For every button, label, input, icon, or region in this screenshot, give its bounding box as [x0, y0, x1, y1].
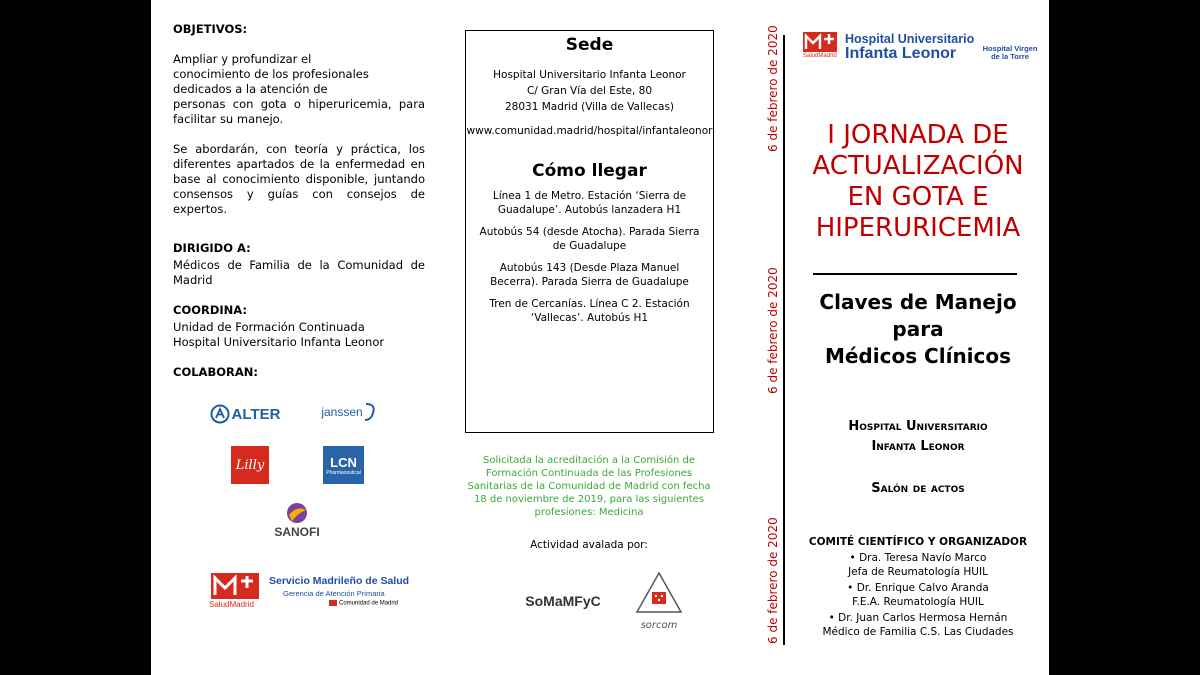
sermas-subtitle: Gerencia de Atención Primaria: [283, 589, 385, 598]
comite-line: • Dra. Teresa Navío Marco: [849, 552, 987, 564]
sanofi-logo: [267, 498, 327, 542]
sede-box: [465, 30, 714, 433]
comite-line: • Dr. Enrique Calvo Aranda: [847, 582, 989, 594]
janssen-text: janssen: [321, 405, 363, 419]
somamfyc-text: SoMaMFyC: [525, 593, 601, 609]
coordina-line: Hospital Universitario Infanta Leonor: [173, 335, 385, 349]
venue-line: Hospital Universitario: [848, 419, 988, 434]
comite-section: [791, 535, 1045, 639]
colaboran-heading: COLABORAN:: [173, 365, 258, 379]
como-item: Autobús 143 (Desde Plaza Manuel Becerra). Parada Sierra de Guadalupe: [490, 262, 689, 288]
event-title-line: I JORNADA DE: [827, 120, 1009, 150]
venue-room: Salón de actos: [871, 481, 965, 496]
comite-line: • Dr. Juan Carlos Hermosa Hernán: [828, 612, 1008, 624]
sermas-logo: [209, 573, 421, 611]
lcn-text: LCN: [330, 454, 357, 470]
como-item: Autobús 54 (desde Atocha). Parada Sierra de Guadalupe: [479, 226, 700, 252]
dirigido-text: Médicos de Familia de la Comunidad de Madrid: [173, 258, 425, 287]
lilly-text: Lilly: [235, 457, 265, 473]
left-column: [173, 22, 425, 380]
comite-heading: COMITÉ CIENTÍFICO Y ORGANIZADOR: [808, 536, 1028, 548]
event-title-line: ACTUALIZACIÓN: [812, 151, 1024, 181]
sermas-comunidad: [329, 600, 398, 607]
sanofi-bird-icon: [284, 501, 310, 525]
alter-text: ALTER: [231, 405, 281, 423]
janssen-mark-icon: [363, 401, 377, 423]
sanofi-text: SANOFI: [274, 525, 320, 539]
venue-hospital: [791, 417, 1045, 457]
subtitle-line: para: [892, 317, 944, 341]
spine-date-bottom: 6 de febrero de 2020: [766, 517, 780, 644]
hospital-logo-line1: Hospital Universitario: [845, 32, 975, 46]
objetivos-heading: OBJETIVOS:: [173, 22, 248, 36]
comite-line: F.E.A. Reumatología HUIL: [852, 596, 984, 608]
hospital-virgen-text: Hospital Virgen de la Torre: [982, 44, 1038, 61]
spine-divider: [783, 35, 785, 645]
alter-mark-icon: [210, 404, 230, 424]
event-title-line: HIPERURICEMIA: [815, 213, 1021, 243]
coordina-heading: COORDINA:: [173, 303, 248, 317]
objetivos-line: Ampliar y profundizar el: [173, 52, 312, 66]
saludmadrid-m-icon: [803, 32, 837, 52]
sede-line: C/ Gran Vía del Este, 80: [526, 85, 653, 97]
objetivos-line: dedicados a la atención de: [173, 82, 328, 96]
spine-date-top: 6 de febrero de 2020: [766, 25, 780, 152]
como-llegar-heading: Cómo llegar: [532, 161, 647, 181]
hospital-logo: [803, 32, 1043, 66]
sermas-m-icon: [211, 573, 259, 599]
sermas-saludmadrid-text: SaludMadrid: [209, 600, 254, 609]
venue-line: Infanta Leonor: [871, 439, 965, 454]
sorcom-triangle-icon: [634, 570, 684, 616]
hospital-logo-line2: Infanta Leonor: [845, 45, 957, 62]
comite-line: Jefa de Reumatología HUIL: [848, 566, 988, 578]
subtitle-line: Médicos Clínicos: [824, 344, 1012, 368]
como-item: Línea 1 de Metro. Estación ‘Sierra de Guadalupe’. Autobús lanzadera H1: [492, 190, 687, 216]
subtitle-line: Claves de Manejo: [819, 290, 1017, 314]
cover-column: [791, 0, 1045, 675]
janssen-logo: [318, 400, 380, 424]
objetivos-paragraph: Se abordarán, con teoría y práctica, los diferentes apartados de la enfermedad en base al conocimiento disponible, juntando consensos y guías con consejos de expertos.: [173, 142, 425, 216]
event-title: [791, 120, 1045, 244]
somamfyc-logo: [513, 588, 613, 614]
sermas-title: Servicio Madrileño de Salud: [269, 575, 410, 587]
brochure-page: [151, 0, 1049, 675]
lilly-logo: [231, 446, 269, 484]
sede-heading: Sede: [565, 35, 614, 55]
dirigido-heading: DIRIGIDO A:: [173, 241, 251, 255]
spine-date-middle: 6 de febrero de 2020: [766, 267, 780, 394]
event-title-line: EN GOTA E: [847, 182, 989, 212]
objetivos-line: personas con gota o hiperuricemia, para facilitar su manejo.: [173, 97, 425, 126]
avalada-text: Actividad avalada por:: [530, 539, 648, 551]
sede-line: Hospital Universitario Infanta Leonor: [493, 69, 686, 81]
alter-logo: [205, 403, 285, 425]
comite-line: Médico de Familia C.S. Las Ciudades: [822, 626, 1014, 638]
sorcom-text: sorcom: [640, 620, 678, 631]
lcn-subtext: Pharmaceutical: [326, 469, 361, 476]
sorcom-logo: [631, 570, 687, 632]
como-item: Tren de Cercanías. Línea C 2. Estación ‘Vallecas’. Autobús H1: [489, 298, 690, 324]
objetivos-line: conocimiento de los profesionales: [173, 67, 369, 81]
event-subtitle: [791, 289, 1045, 370]
sede-web-link[interactable]: www.comunidad.madrid/hospital/infantaleonor: [466, 125, 713, 137]
sermas-comunidad-text: Comunidad de Madrid: [339, 600, 399, 607]
coordina-line: Unidad de Formación Continuada: [173, 320, 365, 334]
lcn-logo: [323, 446, 364, 484]
saludmadrid-text: SaludMadrid: [803, 53, 837, 59]
acreditacion-text: Solicitada la acreditación a la Comisión de Formación Continuada de las Profesiones Sanitarias de la Comunidad de Madrid con fecha 18 de noviembre de 2019, para las siguientes profesiones: Medicina: [467, 455, 711, 518]
title-divider: [813, 273, 1017, 275]
sede-line: 28031 Madrid (Villa de Vallecas): [504, 101, 675, 113]
